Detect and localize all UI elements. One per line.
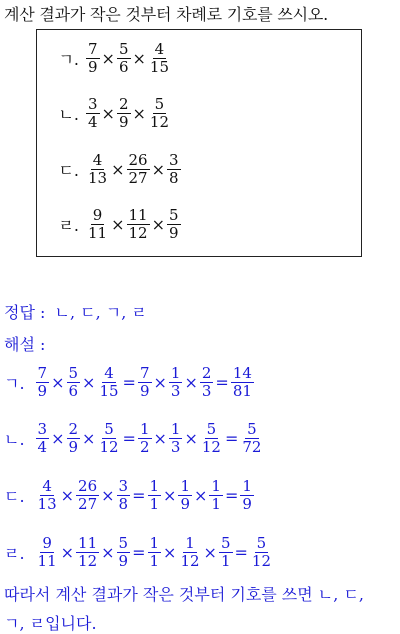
numerator: 1 xyxy=(180,476,190,495)
numerator: 2 xyxy=(201,363,212,382)
answer-value: ㄴ, ㄷ, ㄱ, ㄹ xyxy=(54,303,147,322)
times-sign: × xyxy=(101,48,115,68)
numerator: 5 xyxy=(118,533,129,552)
numerator: 3 xyxy=(169,150,179,169)
numerator: 26 xyxy=(78,476,98,495)
solution-row xyxy=(4,418,264,458)
denominator: 27 xyxy=(128,168,148,187)
fraction xyxy=(127,207,150,242)
denominator: 2 xyxy=(139,437,150,456)
numerator: 14 xyxy=(232,363,252,382)
equals-sign: = xyxy=(234,542,248,562)
fraction xyxy=(178,535,201,570)
times-sign: × xyxy=(151,159,165,179)
fraction xyxy=(148,535,162,570)
denominator: 11 xyxy=(88,223,108,242)
numerator: 4 xyxy=(104,363,114,382)
numerator: 3 xyxy=(37,419,48,438)
numerator: 1 xyxy=(185,533,195,552)
fraction xyxy=(36,535,59,570)
denominator: 11 xyxy=(37,551,57,570)
problem-label: ㄹ. xyxy=(58,215,79,235)
denominator: 15 xyxy=(149,57,169,76)
numerator: 5 xyxy=(118,39,129,58)
denominator: 9 xyxy=(169,223,179,242)
equals-sign: = xyxy=(132,542,146,562)
denominator: 8 xyxy=(169,168,179,187)
problem-row xyxy=(37,206,182,242)
numerator: 7 xyxy=(37,363,48,382)
times-sign: × xyxy=(101,542,115,562)
numerator: 1 xyxy=(149,533,160,552)
solution-label: ㄴ. xyxy=(4,429,25,449)
denominator: 1 xyxy=(149,494,160,513)
solution-label: ㄷ. xyxy=(4,486,25,506)
denominator: 12 xyxy=(251,551,271,570)
fraction xyxy=(67,365,81,400)
denominator: 9 xyxy=(242,494,252,513)
numerator: 11 xyxy=(128,205,148,224)
times-sign: × xyxy=(111,214,125,234)
denominator: 3 xyxy=(201,381,212,400)
fraction xyxy=(200,421,223,456)
times-sign: × xyxy=(60,485,75,505)
fraction xyxy=(240,421,263,456)
denominator: 13 xyxy=(37,494,57,513)
fraction xyxy=(250,535,273,570)
fraction xyxy=(138,421,152,456)
fraction xyxy=(97,365,120,400)
denominator: 9 xyxy=(118,551,129,570)
numerator: 4 xyxy=(154,39,165,58)
question-text: 계산 결과가 작은 것부터 차례로 기호를 쓰시오. xyxy=(4,5,329,24)
numerator: 3 xyxy=(88,94,98,113)
numerator: 11 xyxy=(78,533,98,552)
denominator: 1 xyxy=(149,551,160,570)
equals-sign: = xyxy=(224,485,239,505)
times-sign: × xyxy=(60,542,75,562)
numerator: 5 xyxy=(256,533,267,552)
times-sign: × xyxy=(151,214,165,234)
fraction xyxy=(148,41,171,76)
problem-row xyxy=(37,95,172,131)
fraction xyxy=(219,535,233,570)
numerator: 3 xyxy=(118,476,129,495)
equals-sign: = xyxy=(122,428,136,448)
times-sign: × xyxy=(111,159,125,179)
denominator: 9 xyxy=(88,57,98,76)
times-sign: × xyxy=(101,103,115,123)
numerator: 1 xyxy=(211,476,221,495)
equals-sign: = xyxy=(215,372,229,392)
denominator: 6 xyxy=(68,381,79,400)
numerator: 5 xyxy=(169,205,179,224)
numerator: 5 xyxy=(247,419,257,438)
numerator: 7 xyxy=(139,363,150,382)
times-sign: × xyxy=(184,372,198,392)
numerator: 2 xyxy=(118,94,129,113)
numerator: 7 xyxy=(88,39,98,58)
fraction xyxy=(76,478,99,513)
numerator: 5 xyxy=(154,94,165,113)
fraction xyxy=(76,535,99,570)
times-sign: × xyxy=(194,485,208,505)
denominator: 9 xyxy=(68,437,79,456)
denominator: 81 xyxy=(232,381,252,400)
fraction xyxy=(117,478,131,513)
numerator: 1 xyxy=(139,419,150,438)
denominator: 15 xyxy=(99,381,119,400)
denominator: 3 xyxy=(170,381,181,400)
times-sign: × xyxy=(203,542,217,562)
denominator: 27 xyxy=(78,494,98,513)
times-sign: × xyxy=(163,485,177,505)
denominator: 12 xyxy=(180,551,200,570)
denominator: 12 xyxy=(201,437,221,456)
denominator: 8 xyxy=(118,494,129,513)
denominator: 12 xyxy=(149,112,169,131)
numerator: 1 xyxy=(149,476,160,495)
numerator: 5 xyxy=(104,419,114,438)
denominator: 9 xyxy=(180,494,190,513)
times-sign: × xyxy=(51,372,65,392)
answer-line xyxy=(4,300,147,323)
numerator: 26 xyxy=(128,150,148,169)
fraction xyxy=(97,421,120,456)
denominator: 12 xyxy=(128,223,148,242)
numerator: 5 xyxy=(206,419,217,438)
fraction xyxy=(67,421,81,456)
fraction xyxy=(169,421,183,456)
fraction xyxy=(127,152,150,187)
conclusion-line-2: ㄱ, ㄹ입니다. xyxy=(4,614,97,633)
times-sign: × xyxy=(82,372,96,392)
fraction xyxy=(167,207,181,242)
denominator: 9 xyxy=(37,381,48,400)
fraction xyxy=(86,96,100,131)
times-sign: × xyxy=(101,485,115,505)
solution-row xyxy=(4,475,255,515)
fraction xyxy=(200,365,214,400)
denominator: 4 xyxy=(37,437,48,456)
denominator: 1 xyxy=(220,551,231,570)
numerator: 9 xyxy=(92,205,103,224)
denominator: 4 xyxy=(88,112,98,131)
explanation-heading: 해설 : xyxy=(4,335,46,354)
numerator: 4 xyxy=(92,150,103,169)
fraction xyxy=(86,152,109,187)
problem-box xyxy=(36,29,362,257)
fraction xyxy=(86,41,100,76)
solution-row xyxy=(4,532,274,572)
fraction xyxy=(117,41,131,76)
denominator: 12 xyxy=(78,551,98,570)
fraction xyxy=(169,365,183,400)
numerator: 4 xyxy=(42,476,52,495)
problem-row xyxy=(37,40,172,76)
fraction xyxy=(148,478,162,513)
times-sign: × xyxy=(184,428,198,448)
times-sign: × xyxy=(51,428,65,448)
fraction xyxy=(178,478,192,513)
fraction xyxy=(117,535,131,570)
denominator: 9 xyxy=(139,381,150,400)
problem-label: ㄱ. xyxy=(58,49,79,69)
numerator: 5 xyxy=(68,363,79,382)
numerator: 1 xyxy=(170,363,181,382)
denominator: 13 xyxy=(88,168,108,187)
conclusion-line-1: 따라서 계산 결과가 작은 것부터 기호를 쓰면 ㄴ, ㄷ, xyxy=(4,585,364,604)
numerator: 2 xyxy=(68,419,79,438)
solution-row xyxy=(4,362,255,402)
times-sign: × xyxy=(153,372,167,392)
fraction xyxy=(138,365,152,400)
solution-label: ㄹ. xyxy=(4,543,25,563)
denominator: 1 xyxy=(211,494,221,513)
solution-label: ㄱ. xyxy=(4,373,25,393)
fraction xyxy=(148,96,171,131)
equals-sign: = xyxy=(132,485,146,505)
fraction xyxy=(167,152,181,187)
times-sign: × xyxy=(153,428,167,448)
fraction xyxy=(86,207,109,242)
times-sign: × xyxy=(163,542,177,562)
fraction xyxy=(209,478,223,513)
numerator: 9 xyxy=(42,533,52,552)
fraction xyxy=(36,421,50,456)
fraction xyxy=(36,365,50,400)
fraction xyxy=(36,478,59,513)
fraction xyxy=(231,365,254,400)
numerator: 1 xyxy=(170,419,181,438)
equals-sign: = xyxy=(122,372,136,392)
fraction xyxy=(240,478,254,513)
denominator: 9 xyxy=(118,112,129,131)
fraction xyxy=(117,96,131,131)
denominator: 12 xyxy=(99,437,119,456)
problem-label: ㄴ. xyxy=(58,104,79,124)
times-sign: × xyxy=(132,48,146,68)
denominator: 3 xyxy=(170,437,181,456)
problem-row xyxy=(37,151,182,187)
problem-label: ㄷ. xyxy=(58,160,79,180)
answer-prefix: 정답 : xyxy=(4,303,46,322)
denominator: 6 xyxy=(118,57,129,76)
times-sign: × xyxy=(132,103,146,123)
times-sign: × xyxy=(82,428,96,448)
numerator: 5 xyxy=(220,533,231,552)
denominator: 72 xyxy=(242,437,262,456)
equals-sign: = xyxy=(224,428,239,448)
numerator: 1 xyxy=(242,476,252,495)
